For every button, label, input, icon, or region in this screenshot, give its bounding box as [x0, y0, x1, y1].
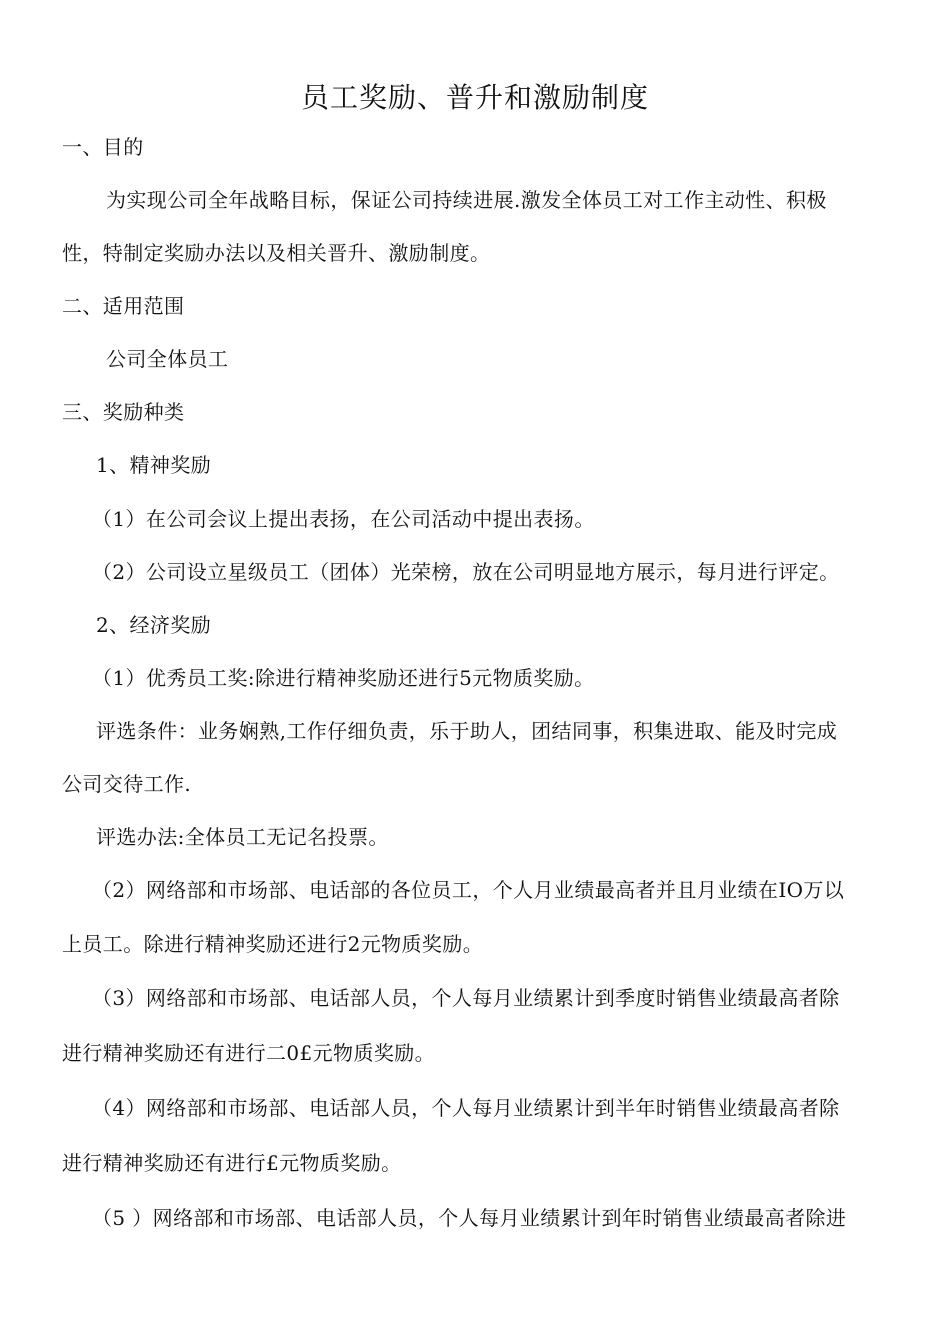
list-item: （4）网络部和市场部、电话部人员，个人每月业绩累计到半年时销售业绩最高者除: [92, 1096, 840, 1120]
subsection-heading: 2、经济奖励: [96, 613, 212, 637]
list-item: （5 ）网络部和市场部、电话部人员，个人每月业绩累计到年时销售业绩最高者除进: [92, 1206, 847, 1230]
section-heading-reward-types: 三、奖励种类: [62, 400, 185, 424]
paragraph-line: 性，特制定奖励办法以及相关晋升、激励制度。: [62, 241, 491, 265]
paragraph-line: 进行精神奖励还有进行£元物质奖励。: [62, 1151, 402, 1175]
paragraph-line: 公司全体员工: [106, 347, 229, 371]
list-item: （1）在公司会议上提出表扬，在公司活动中提出表扬。: [92, 507, 595, 531]
paragraph-line: 公司交待工作.: [62, 772, 192, 796]
paragraph-line: 进行精神奖励还有进行二0£元物质奖励。: [62, 1041, 436, 1065]
list-item: （3）网络部和市场部、电话部人员，个人每月业绩累计到季度时销售业绩最高者除: [92, 986, 840, 1010]
list-item: （1）优秀员工奖:除进行精神奖励还进行5元物质奖励。: [92, 666, 595, 690]
subsection-heading: 1、精神奖励: [96, 453, 212, 477]
list-item: （2）公司设立星级员工（团体）光荣榜，放在公司明显地方展示，每月进行评定。: [92, 560, 840, 584]
section-heading-scope: 二、适用范围: [62, 294, 185, 318]
document-title: 员工奖励、普升和激励制度: [300, 81, 649, 114]
list-item: （2）网络部和市场部、电话部的各位员工，个人月业绩最高者并且月业绩在IO万以: [92, 878, 845, 902]
paragraph-line: 评选条件：业务娴熟,工作仔细负责，乐于助人，团结同事，积集进取、能及时完成: [96, 719, 838, 743]
section-heading-purpose: 一、目的: [62, 135, 144, 159]
paragraph-line: 评选办法:全体员工无记名投票。: [96, 825, 389, 849]
paragraph-line: 为实现公司全年战略目标，保证公司持续进展.激发全体员工对工作主动性、积极: [106, 188, 827, 212]
paragraph-line: 上员工。除进行精神奖励还进行2元物质奖励。: [62, 932, 484, 956]
